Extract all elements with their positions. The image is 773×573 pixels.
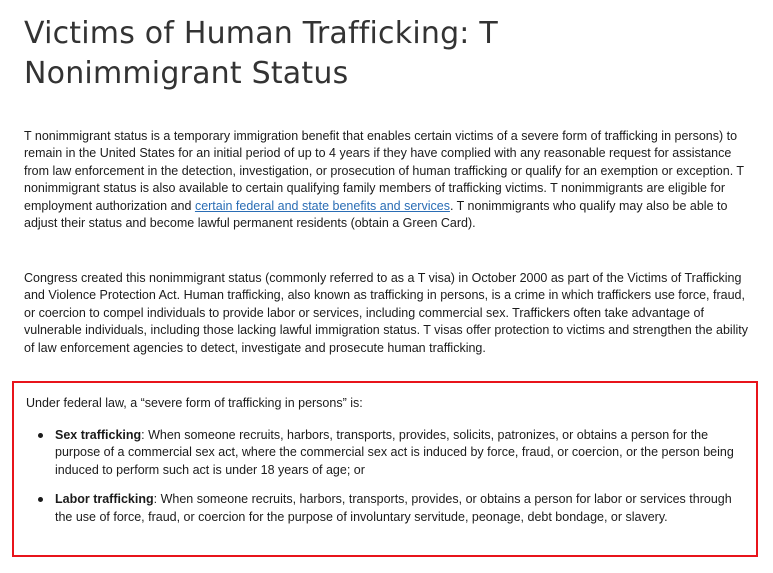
bullet-icon xyxy=(38,433,43,438)
definition-list xyxy=(34,427,734,526)
definition-intro: Under federal law, a “severe form of trafficking in persons” is: xyxy=(26,396,363,410)
page-title: Victims of Human Trafficking: T Nonimmigrant Status xyxy=(24,16,498,91)
benefits-and-services-link[interactable]: certain federal and state benefits and services xyxy=(194,198,450,213)
paragraph-t-visa-history: Congress created this nonimmigrant status (commonly referred to as a T visa) in October 2000 as part of the Victims of Trafficking and Violence Protection Act. Human trafficking, also known as trafficking in persons, is a crime in which traffickers use force, fraud, or coercion to compel individuals to provide labor or services, including commercial sex. Traffickers often take advantage of vulnerable individuals, including those lacking lawful immigration status. T visas offer protection to victims and strengthen the ability of law enforcement agencies to detect, investigate and prosecute human trafficking. xyxy=(24,271,748,355)
definition-text: : When someone recruits, harbors, transports, provides, solicits, patronizes, or obtains a person for the purpose of a commercial sex act, where the commercial sex act is induced by force, fraud, or coercion, or the person being induced to perform such act is under 18 years of age; or xyxy=(55,428,734,477)
paragraph-text: . T nonimmigrants who qualify may also be able to adjust their status and become lawful permanent residents (obtain a Green Card). xyxy=(24,198,728,231)
list-item xyxy=(34,491,734,526)
bullet-icon xyxy=(38,497,43,502)
paragraph-text: T nonimmigrant status is a temporary immigration benefit that enables certain victims of a severe form of trafficking in persons) to remain in the United States for an initial period of up to 4 years if they have complied with any reasonable request for assistance from law enforcement in the detection, investigation, or prosecution of human trafficking or qualify for an exemption or exception. T nonimmigrant status is also available to certain qualifying family members of trafficking victims. T nonimmigrants are eligible for employment authorization and xyxy=(24,129,744,213)
definition-term: Sex trafficking xyxy=(55,428,142,442)
definition-text: : When someone recruits, harbors, transports, provides, or obtains a person for labor or services through the use of force, fraud, or coercion for the purpose of involuntary servitude, peonage, debt bondage, or slavery. xyxy=(55,492,732,524)
paragraph-t-status-overview xyxy=(24,128,750,232)
definition-term: Labor trafficking xyxy=(55,492,154,507)
highlight-box xyxy=(12,381,758,557)
list-item xyxy=(34,427,734,479)
